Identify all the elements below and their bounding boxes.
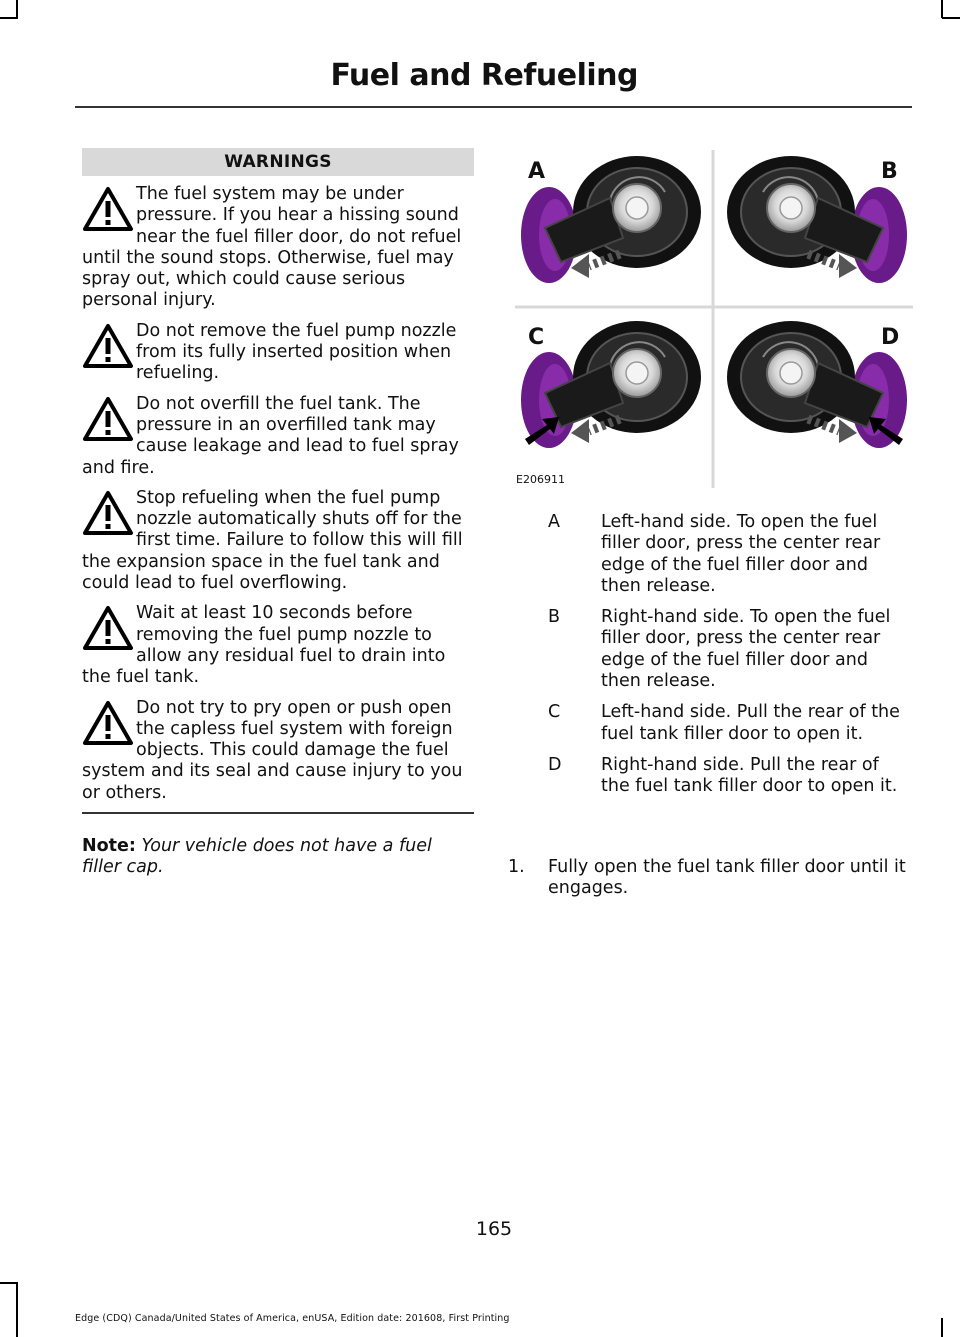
legend-key: C (548, 702, 561, 723)
figure-legend (548, 512, 908, 808)
panel-c (521, 321, 701, 448)
warning-text: Do not try to pry open or push open the capless fuel system with foreign objects. This could damage the fuel system and its seal and cause injury to you or others. (82, 697, 463, 803)
warnings-divider (82, 812, 474, 814)
warning-text: Stop refueling when the fuel pump nozzle automatically shuts off for the first time. Failure to follow this will fill the expansion space in the fuel tank and could lead to fuel overflowing. (82, 487, 463, 594)
legend-item (548, 755, 908, 798)
legend-item (548, 702, 908, 745)
warning-item (82, 184, 474, 312)
warning-text: Do not overfill the fuel tank. The pressure in an overfilled tank may cause leakage and lead to fuel spray and fire. (82, 393, 459, 478)
footer-edition: Edge (CDQ) Canada/United States of America, enUSA, Edition date: 201608, First Printing (75, 1313, 510, 1324)
warning-triangle-icon (82, 323, 134, 369)
title-divider (75, 106, 912, 108)
warning-item (82, 394, 474, 479)
crop-mark (942, 17, 960, 19)
panel-a (521, 156, 701, 283)
warnings-section (82, 148, 474, 878)
crop-mark (941, 1318, 943, 1337)
figure-code: E206911 (516, 473, 565, 486)
crop-mark (16, 0, 18, 18)
legend-text: Left-hand side. To open the fuel filler door, press the center rear edge of the fuel filler door and then release. (601, 512, 881, 596)
panel-label-c: C (528, 325, 545, 350)
legend-key: D (548, 754, 562, 775)
warning-text: Do not remove the fuel pump nozzle from its fully inserted position when refueling. (136, 320, 457, 384)
note-text: Your vehicle does not have a fuel filler cap. (82, 835, 432, 877)
warning-text: Wait at least 10 seconds before removing the fuel pump nozzle to allow any residual fuel to drain into the fuel tank. (82, 603, 446, 688)
fuel-filler-door-figure (515, 150, 913, 492)
warning-triangle-icon (82, 605, 134, 651)
crop-mark (16, 1282, 18, 1337)
panel-b (727, 156, 907, 283)
warnings-heading: WARNINGS (82, 148, 474, 176)
step-text: Fully open the fuel tank filler door until it engages. (548, 857, 906, 899)
crop-mark (941, 0, 943, 18)
panel-label-d: D (881, 325, 900, 350)
note-label: Note: (82, 835, 136, 856)
warning-text: The fuel system may be under pressure. If you hear a hissing sound near the fuel filler door, do not refuel until the sound stops. Otherwise, fuel may spray out, which could cause serious personal injury. (82, 184, 462, 311)
warning-item (82, 321, 474, 385)
warning-triangle-icon (82, 490, 134, 536)
legend-item (548, 607, 908, 692)
legend-text: Right-hand side. To open the fuel filler door, press the center rear edge of the fuel filler door and then release. (601, 607, 891, 692)
warning-item (82, 488, 474, 594)
note (82, 836, 474, 879)
page-title: Fuel and Refueling (330, 58, 638, 93)
warning-triangle-icon (82, 396, 134, 442)
page-number: 165 (475, 1218, 513, 1240)
crop-mark (0, 1282, 18, 1284)
step-1 (508, 857, 908, 900)
crop-mark (0, 17, 18, 19)
legend-key: B (548, 607, 561, 628)
panel-d (727, 321, 907, 448)
warning-item (82, 698, 474, 804)
legend-key: A (548, 512, 560, 532)
panel-label-a: A (528, 159, 546, 184)
legend-text: Left-hand side. Pull the rear of the fuel tank filler door to open it. (601, 702, 900, 744)
legend-text: Right-hand side. Pull the rear of the fuel tank filler door to open it. (601, 754, 898, 797)
warning-triangle-icon (82, 186, 134, 232)
legend-item (548, 512, 908, 597)
fuel-door-illustration (515, 150, 913, 492)
warning-triangle-icon (82, 700, 134, 746)
warning-item (82, 603, 474, 688)
step-number: 1. (508, 857, 525, 877)
panel-label-b: B (881, 159, 898, 184)
